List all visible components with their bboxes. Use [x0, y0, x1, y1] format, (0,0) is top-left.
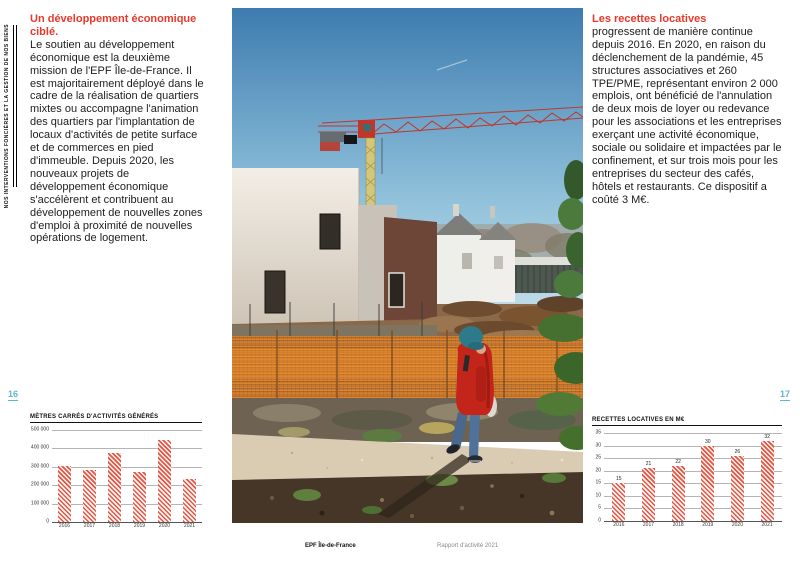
x-tick-label: 2020	[158, 523, 171, 529]
page-number-left: 16	[8, 389, 19, 399]
bar-group	[723, 433, 753, 521]
x-tick-label: 2020	[731, 522, 743, 528]
y-tick-label: 500 000	[30, 426, 49, 433]
y-tick-label: 35	[595, 429, 601, 436]
y-tick-label: 5	[598, 504, 601, 511]
y-tick-label: 25	[595, 454, 601, 461]
bar-2021	[183, 479, 196, 522]
chart-title: MÈTRES CARRÉS D'ACTIVITÉS GÉNÉRÉS	[30, 414, 202, 423]
gridline	[604, 521, 782, 522]
y-tick-label: 300 000	[30, 463, 49, 470]
x-tick-label: 2021	[761, 522, 773, 528]
sidebar-double-rule	[13, 25, 17, 187]
bar-value-label: 32	[764, 433, 770, 440]
x-tick-label: 2017	[642, 522, 655, 528]
bar-group	[177, 430, 202, 522]
bar-2020	[731, 456, 744, 521]
right-article-body: progressent de manière continue depuis 2016. En 2020, en raison du déclenchement de la pandémie, 45 structures associatives et 260 TPE/PME, représentant environ 2 000 emplois, ont bénéficié de l'annulation de deux mois de loyer ou redevance pour les associations et les entreprises exerçant une activité économique, sociale ou solidaire et impactées par le confinement, et sur trois mois pour les entreprises du secteur des cafés, hôtels et restaurants. Ce dispositif a coûté 3 M€.	[592, 25, 782, 206]
bars	[604, 433, 782, 521]
bar-group	[52, 430, 77, 522]
y-tick-label: 400 000	[30, 444, 49, 451]
bar-2019	[133, 472, 146, 522]
bar-2020	[158, 440, 171, 522]
x-axis-labels	[604, 523, 782, 528]
footer-document-title: Rapport d'activité 2021	[437, 543, 499, 549]
bar-2018	[672, 466, 685, 521]
chart-metres-carres-activites	[30, 414, 202, 529]
x-tick-label: 2019	[133, 523, 146, 529]
bar-group	[152, 430, 177, 522]
x-tick-label: 2017	[83, 523, 96, 529]
x-tick-label: 2018	[108, 523, 121, 529]
right-article	[592, 13, 784, 207]
construction-site-photo	[232, 8, 583, 523]
x-tick-label: 2016	[58, 523, 71, 529]
bar-2016	[58, 466, 71, 522]
bar-value-label: 26	[734, 448, 741, 455]
bar-value-label: 21	[645, 461, 652, 468]
bars	[52, 430, 202, 522]
bar-group	[634, 433, 664, 521]
left-article	[30, 13, 204, 245]
y-tick-label: 10	[595, 492, 601, 499]
bar-value-label: 22	[675, 458, 681, 465]
x-tick-label: 2018	[672, 522, 684, 528]
bar-group	[102, 430, 127, 522]
bar-2017	[83, 470, 96, 522]
y-tick-label: 200 000	[30, 481, 49, 488]
y-tick-label: 0	[598, 517, 601, 524]
x-tick-label: 2021	[183, 523, 196, 529]
y-tick-label: 20	[595, 467, 601, 474]
bar-group	[127, 430, 152, 522]
bar-group	[604, 433, 634, 521]
x-axis-labels	[52, 524, 202, 529]
y-tick-label: 30	[595, 442, 601, 449]
bar-2021	[761, 441, 774, 521]
page-number-right: 17	[779, 389, 790, 399]
left-article-body: Le soutien au développement économique est la deuxième mission de l'EPF Île-de-France. Il est majoritairement déployé dans le cadre de la réalisation de quartiers mixtes ou accompagne l'animation des quartiers par l'implantation de locaux d'activités de petite surface et de commerces en pied d'immeuble. Depuis 2020, les nouveaux projets de développement économique s'accélèrent et contribuent au développement de nouvelles zones d'emploi à proximité de nouvelles opérations de logement.	[30, 38, 204, 245]
chart-title: RECETTES LOCATIVES EN M€	[592, 417, 782, 426]
chart-plot	[30, 426, 202, 525]
bar-group	[663, 433, 693, 521]
footer-brand: EPF Île-de-France	[305, 543, 356, 549]
chart-plot	[595, 429, 782, 524]
bar-value-label: 30	[705, 438, 711, 445]
bar-2017	[642, 468, 655, 521]
y-tick-label: 15	[595, 479, 601, 486]
bar-2019	[701, 446, 714, 521]
bar-group	[752, 433, 782, 521]
bar-group	[77, 430, 102, 522]
sidebar-vertical-section	[4, 24, 10, 209]
y-tick-label: 0	[46, 518, 49, 525]
orange-safety-fence	[232, 330, 583, 404]
section-title-vertical: NOS INTERVENTIONS FONCIÈRES ET LA GESTION DE NOS BIENS	[4, 24, 10, 209]
y-tick-label: 100 000	[30, 500, 49, 507]
scrub-strip	[232, 398, 583, 443]
chart-recettes-locatives	[592, 417, 782, 528]
x-tick-label: 2019	[702, 522, 714, 528]
left-article-heading: Un développement économique ciblé.	[30, 13, 197, 38]
x-tick-label: 2016	[613, 522, 625, 528]
bar-group	[693, 433, 723, 521]
right-article-heading: Les recettes locatives	[592, 13, 707, 25]
gridline	[52, 522, 202, 523]
bar-2018	[108, 453, 121, 522]
bar-2016	[612, 483, 625, 521]
bar-value-label: 15	[616, 476, 622, 483]
